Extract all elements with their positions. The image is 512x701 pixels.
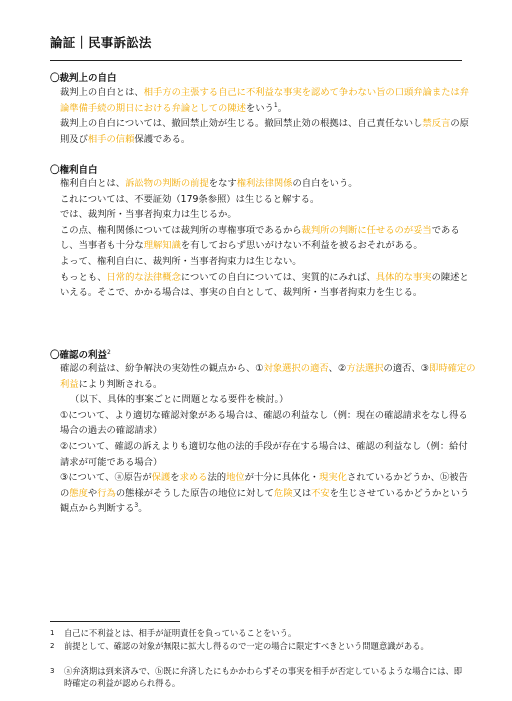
paragraph bbox=[50, 223, 476, 254]
section-heading-confirmation-interest bbox=[50, 347, 111, 361]
highlight-text: 具体的な事実 bbox=[375, 271, 432, 283]
highlight-text: 即時確定の利益 bbox=[60, 363, 476, 390]
highlight-text: 行為 bbox=[97, 487, 116, 499]
footnote-text: 自己に不利益とは、相手が証明責任を負っていることをいう。 bbox=[64, 628, 297, 638]
text: の原則及び bbox=[60, 118, 469, 145]
footnote-ref: 1 bbox=[273, 101, 278, 109]
text: の陳述といえる。そこで、かかる場合は、事実の自白として、裁判所・当事者拘束力を生じる。 bbox=[60, 271, 469, 299]
highlight-text: 態度 bbox=[69, 487, 88, 499]
text: 〇確認の利益 bbox=[50, 350, 108, 361]
highlight-text: 訴訟物の判断の前提 bbox=[125, 178, 209, 189]
text: が十分に具体化・ bbox=[244, 472, 320, 484]
highlight-text: 保護 bbox=[151, 472, 171, 484]
text: をいう bbox=[245, 102, 274, 114]
text: を bbox=[170, 472, 180, 484]
text: 確認の利益は、紛争解決の実効性の観点から、① bbox=[60, 363, 264, 374]
footnote bbox=[50, 640, 476, 652]
section-right-admission-body bbox=[50, 176, 476, 301]
text: をなす bbox=[208, 178, 237, 189]
text: についての自白については、実質的にみれば、 bbox=[180, 271, 376, 283]
highlight-text: 理解知識 bbox=[143, 240, 181, 252]
paragraph: （以下、具体的事案ごとに問題となる要件を検討。） bbox=[70, 394, 289, 406]
text: 権利自白とは、 bbox=[60, 178, 126, 189]
text: の自白をいう。 bbox=[292, 178, 358, 189]
footnote-number: 2 bbox=[50, 642, 55, 650]
highlight-text: 地位 bbox=[226, 472, 245, 484]
highlight-text: 裁判所の判断に任せるのが妥当 bbox=[301, 224, 432, 236]
paragraph bbox=[50, 116, 476, 147]
highlight-text: 対象選択の適否 bbox=[263, 363, 329, 374]
text: 、② bbox=[328, 363, 347, 374]
text: の態様がそうした原告の地位に対して bbox=[115, 487, 274, 499]
paragraph bbox=[50, 270, 476, 301]
paragraph: ①について、より適切な確認対象がある場合は、確認の利益なし（例：現在の確認請求をなし得る場合の過去の確認請求） bbox=[60, 409, 468, 437]
paragraph: では、裁判所・当事者拘束力は生じるか。 bbox=[60, 209, 237, 221]
footnote-number: 1 bbox=[50, 629, 55, 637]
paragraph bbox=[50, 176, 476, 192]
text: を有しておらず思いがけない不利益を被るおそれがある。 bbox=[180, 240, 423, 252]
highlight-text: 禁反言 bbox=[422, 118, 451, 130]
highlight-text: 方法選択 bbox=[346, 363, 384, 374]
text: であるし、当事者も十分な bbox=[60, 224, 460, 252]
text: この点、権利関係については裁判所の専権事項であるから bbox=[60, 224, 302, 236]
text: 。 bbox=[138, 503, 148, 515]
text: 保護である。 bbox=[134, 133, 191, 145]
paragraph: よって、権利自白に、裁判所・当事者拘束力は生じない。 bbox=[60, 255, 302, 267]
highlight-text: 相手の信頼 bbox=[87, 133, 135, 145]
text: されているかどうか、ⓑ被告の bbox=[60, 472, 468, 499]
text: 裁判上の自白とは、 bbox=[60, 87, 144, 98]
footnote-ref: 3 bbox=[134, 502, 139, 510]
text: 裁判上の自白については、撤回禁止効が生じる。撤回禁止効の根拠は、自己責任ないし bbox=[60, 118, 423, 130]
paragraph bbox=[50, 470, 476, 517]
footnote-ref: 2 bbox=[107, 348, 111, 356]
page-title: 論証｜民事訴訟法 bbox=[50, 35, 152, 50]
highlight-text: 不安 bbox=[311, 487, 330, 499]
section-judicial-admission-body bbox=[50, 85, 476, 147]
text: 又は bbox=[292, 487, 312, 499]
footnote-number: 3 bbox=[50, 667, 55, 675]
footnote-divider bbox=[50, 621, 180, 622]
paragraph: ②について、確認の訴えよりも適切な他の法的手段が存在する場合は、確認の利益なし（例：給付請求が可能である場合） bbox=[60, 440, 468, 468]
footnote bbox=[50, 665, 476, 690]
text: ③について、ⓐ原告が bbox=[60, 472, 152, 484]
footnote bbox=[50, 627, 476, 639]
text: を生じさせているかどうかという観点から判断する bbox=[60, 487, 470, 515]
highlight-text: 権利法律関係 bbox=[236, 178, 293, 189]
paragraph: これについては、不要証効（179条参照）は生じると解する。 bbox=[60, 193, 320, 205]
highlight-text: 求める bbox=[179, 472, 208, 484]
section-confirmation-interest-body bbox=[50, 361, 476, 517]
text: 。 bbox=[277, 102, 287, 114]
text: 法的 bbox=[207, 472, 227, 484]
highlight-text: 現実化 bbox=[319, 472, 347, 484]
section-heading-right-admission: 〇権利自白 bbox=[50, 165, 98, 176]
highlight-text: 相手方の主張する自己に不利益な事実を認めて争わない旨の口頭弁論または弁論準備手続の期日における弁論としての陳述 bbox=[60, 87, 470, 114]
text: もっとも、 bbox=[60, 271, 107, 283]
paragraph bbox=[50, 85, 476, 116]
text: や bbox=[87, 487, 98, 499]
section-heading-judicial-admission: 〇裁判上の自白 bbox=[50, 73, 117, 84]
highlight-text: 日常的な法律概念 bbox=[106, 271, 181, 283]
highlight-text: 危険 bbox=[273, 487, 293, 499]
title-underline bbox=[50, 60, 462, 61]
footnote-text: 前提として、確認の対象が無限に拡大し得るので一定の場合に限定すべきという問題意識がある。 bbox=[64, 641, 429, 651]
paragraph bbox=[50, 361, 476, 392]
footnote-text: ⓐ弁済期は到来済みで、ⓑ既に弁済したにもかかわらずその事実を相手が否定しているような場合には、即時確定の利益が認められ得る。 bbox=[64, 666, 463, 689]
text: により判断される。 bbox=[78, 378, 163, 390]
text: の適否、③ bbox=[383, 363, 430, 374]
